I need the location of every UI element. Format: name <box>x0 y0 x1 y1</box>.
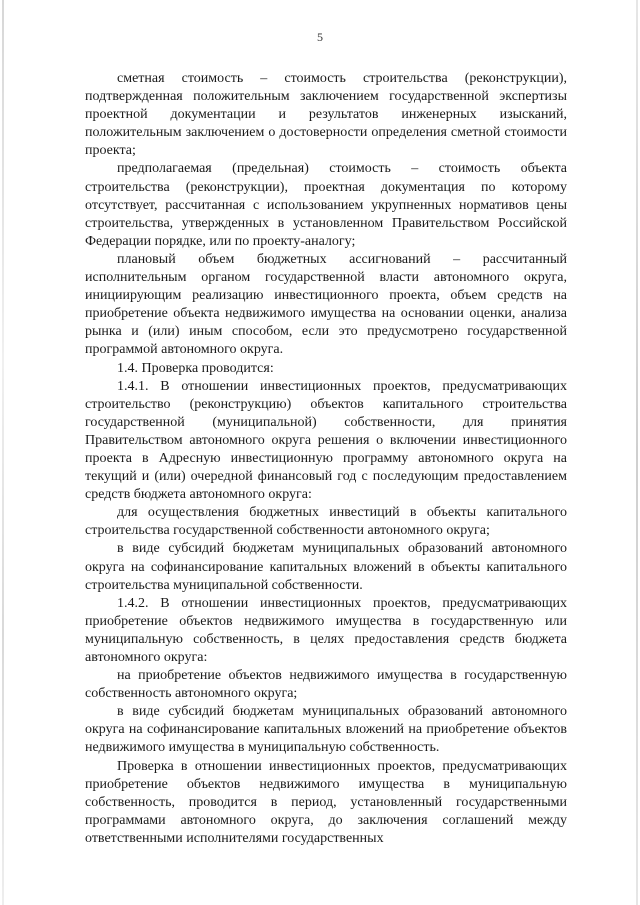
paragraph-verification-period: Проверка в отношении инвестиционных проектов, предусматривающих приобретение объектов недвижимого имущества в муниципальную собственность, проводится в период, установленный государственными программами автономного округа, до заключения соглашений между ответственными исполнителями государственных <box>85 758 567 846</box>
paragraph-state-acquisition: на приобретение объектов недвижимого имущества в государственную собственность автономного округа; <box>85 668 567 702</box>
paragraph-municipal-acquisition-subsidies: в виде субсидий бюджетам муниципальных образований автономного округа на софинансирование капитальных вложений на приобретение объектов недвижимого имущества в муниципальную собственность. <box>85 704 567 756</box>
scan-edge-right <box>636 0 638 905</box>
paragraph-section-1-4: 1.4. Проверка проводится: <box>117 360 274 376</box>
paragraph-planned-budget: плановый объем бюджетных ассигнований – рассчитанный исполнительным органом государственной власти автономного округа, инициирующим реализацию инвестиционного проекта, объем средств на приобретение объекта недвижимого имущества на основании оценки, анализа рынка и (или) иным способом, если это предусмотрено государственной программой автономного округа. <box>85 251 567 358</box>
paragraph-section-1-4-2: 1.4.2. В отношении инвестиционных проектов, предусматривающих приобретение объектов недвижимого имущества в государственную или муниципальную собственность, в целях предоставления средств бюджета автономного округа: <box>85 595 567 665</box>
document-body <box>85 70 567 848</box>
paragraph-budget-investments: для осуществления бюджетных инвестиций в объекты капитального строительства государственной собственности автономного округа; <box>85 505 567 539</box>
paragraph-municipal-subsidies: в виде субсидий бюджетам муниципальных образований автономного округа на софинансирование капитальных вложений в объекты капитального строительства муниципальной собственности. <box>85 541 567 593</box>
paragraph-projected-cost: предполагаемая (предельная) стоимость – стоимость объекта строительства (реконструкции), проектная документация по которому отсутствует, рассчитанная с использованием укрупненных нормативов цены строительства, утвержденных в установленном Правительством Российской Федерации порядке, или по проекту-аналогу; <box>85 161 567 249</box>
page-number: 5 <box>317 30 323 44</box>
scan-edge-left <box>2 0 4 905</box>
paragraph-estimated-cost: сметная стоимость – стоимость строительства (реконструкции), подтвержденная положительным заключением государственной экспертизы проектной документации и результатов инженерных изысканий, положительным заключением о достоверности определения сметной стоимости проекта; <box>85 71 567 159</box>
paragraph-section-1-4-1: 1.4.1. В отношении инвестиционных проектов, предусматривающих строительство (реконструкцию) объектов капитального строительства государственной (муниципальной) собственности, для принятия Правительством автономного округа решения о включении инвестиционного проекта в Адресную инвестиционную программу автономного округа на текущий и (или) очередной финансовый год с последующим предоставлением средств бюджета автономного округа: <box>85 378 567 503</box>
